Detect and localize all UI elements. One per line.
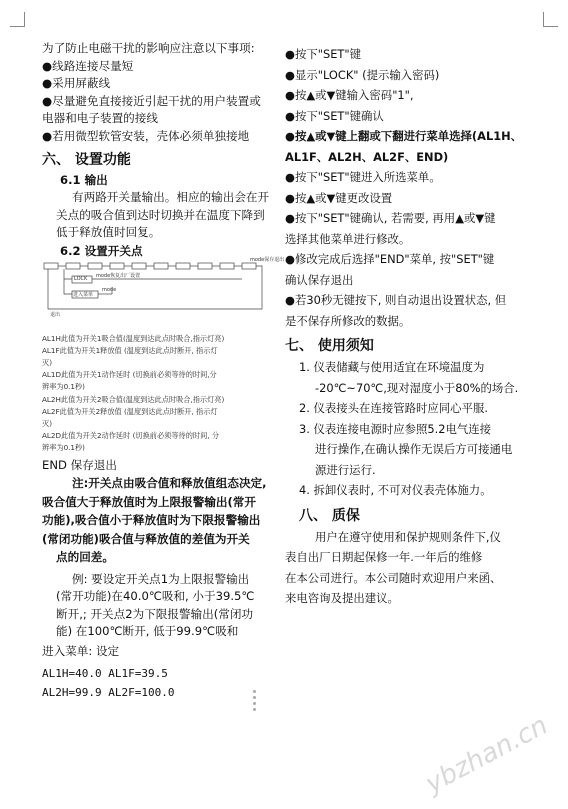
crop-mark-top-left [10,12,25,27]
scroll-handle-dots [253,690,259,714]
usage-note: 3. 仪表连接电源时应参照5.2电气连接 [299,421,492,436]
output-paragraph: 有两路开关量输出。相应的输出会在开 [72,190,270,204]
note-line: 点的回差。 [56,550,114,565]
menu-entry-line: 进入菜单: 设定 [42,643,120,658]
section-8-heading: 八、 质保 [299,507,360,524]
step-line: ●按下"SET"键 [285,47,361,61]
step-line: 确认保存退出 [285,272,354,287]
warranty-line: 表自出厂日期起保修一年.一年后的维修 [285,550,483,564]
step-line: ●按下"SET"键确认, 若需要, 再用▲或▼键 [285,211,496,225]
output-paragraph: 关点的吸合值到达时切换并在温度下降到 [56,207,265,222]
output-paragraph: 低于释放值时回复。 [56,225,161,239]
section-7-heading: 七、 使用须知 [285,338,374,354]
bullet-item: ●线路连接尽量短 [42,58,134,73]
note-line: 吸合值大于释放值时为上限报警输出(常开 [42,494,256,509]
param-description: AL1H此值为开关1吸合值(温度到达此点时吸合,指示灯亮) [42,333,225,343]
enter-menu-box-label: 进入菜单 [73,291,94,298]
param-description: AL1D此值为开关1动作延时 (切换前必须等待的时间,分 [42,370,217,380]
warranty-line: 来电咨询及提出建议。 [285,591,399,605]
step-line: ●按▲或▼键输入密码"1", [285,88,414,102]
crop-mark-top-right [543,12,558,27]
step-line: ●显示"LOCK" (提示输入密码) [285,67,440,82]
subsection-6-1-heading: 6.1 输出 [60,173,108,187]
left-column [42,40,285,702]
section-6-heading: 六、 设置功能 [42,152,131,168]
save-exit-label: mode保存退出 [250,256,285,263]
warranty-line: 用户在遵守使用和保护规则条件下,仪 [315,529,501,544]
watermark: ybzhan.cn [420,710,553,800]
param-description: AL1F此值为开关1释放值 (温度到达此点时断开, 指示灯 [42,345,218,355]
step-line: AL1F、AL2H、AL2F、END) [285,149,449,164]
end-save-exit: END 保存退出 [42,457,117,472]
exit-label: 退出 [50,311,61,318]
warranty-line: 在本公司进行。本公司随时欢迎用户来函、 [285,570,502,585]
usage-note: 进行操作,在确认操作无误后方可接通电 [315,442,513,456]
factory-reset-label: mode恢复出厂设置 [96,272,141,279]
example-line: 能) 在100℃断开, 低于99.9℃吸和 [56,624,239,639]
param-description: 辨率为0.1秒) [42,382,85,392]
intro-text: 为了防止电磁干扰的影响应注意以下事项: [42,41,255,55]
step-line: ●按▲或▼键上翻或下翻进行菜单选择(AL1H、 [285,129,523,143]
step-line: ●若30秒无键按下, 则自动退出设置状态, 但 [285,293,507,307]
note-line: (常闭功能)吸合值与释放值的差值为开关 [42,531,250,546]
step-line: ●按▲或▼键更改设置 [285,190,393,205]
note-line: 注:开关点由吸合值和释放值组态决定, [72,476,267,491]
param-description: 灭) [42,418,52,428]
right-column [285,44,535,609]
subsection-6-2-heading: 6.2 设置开关点 [60,243,143,258]
note-line: 功能),吸合值小于释放值时为下限报警输出 [42,513,261,528]
step-line: 是不保存所修改的数据。 [285,313,411,328]
mode-label: mode [102,286,117,293]
example-line: (常开功能)在40.0℃吸和, 小于39.5℃ [56,589,255,604]
bullet-item: 电器和电子装置的接线 [42,111,158,125]
menu-flow-diagram [42,256,285,319]
usage-note: 4. 拆卸仪表时, 不可对仪表壳体施力。 [299,483,492,497]
usage-note: 1. 仪表储藏与使用适宜在环境温度为 [299,360,485,374]
step-line: ●按下"SET"键进入所选菜单。 [285,170,441,184]
code-values: AL2H=99.9 AL2F=100.0 [42,686,175,700]
param-description: 灭) [42,357,52,367]
usage-note: 源进行运行. [315,462,376,477]
usage-note: 2. 仪表接头在连接管路时应同心平服. [299,401,488,415]
param-description: AL2D此值为开关2动作延时 (切换前必须等待的时间, 分 [42,431,220,441]
example-line: 例: 要设定开关点1为上限报警输出 [72,571,250,586]
step-line: ●按下"SET"键确认 [285,108,384,123]
lock-box-label: LOCK [74,275,88,282]
param-description: AL2F此值为开关2释放值 (温度到达此点时断开, 指示灯 [42,406,218,416]
param-description: AL2H此值为开关2吸合值(温度到达此点时吸合,指示灯亮) [42,394,225,404]
code-values: AL1H=40.0 AL1F=39.5 [42,667,168,681]
bullet-item: ●采用屏蔽线 [42,76,111,90]
bullet-item: ●尽量避免直接接近引起干扰的用户装置或 [42,93,261,108]
usage-note: -20℃~70℃,现对湿度小于80%的场合. [315,380,519,395]
bullet-item: ●若用微型软管安装，壳体必须单独接地 [42,128,250,143]
menu-flow-lines [42,261,274,319]
step-line: 选择其他菜单进行修改。 [285,231,411,246]
example-line: 断开,; 开关点2为下限报警输出(常闭功 [56,606,254,621]
param-description: 辨率为0.1秒) [42,443,85,453]
step-line: ●修改完成后选择"END"菜单, 按"SET"键 [285,252,495,266]
